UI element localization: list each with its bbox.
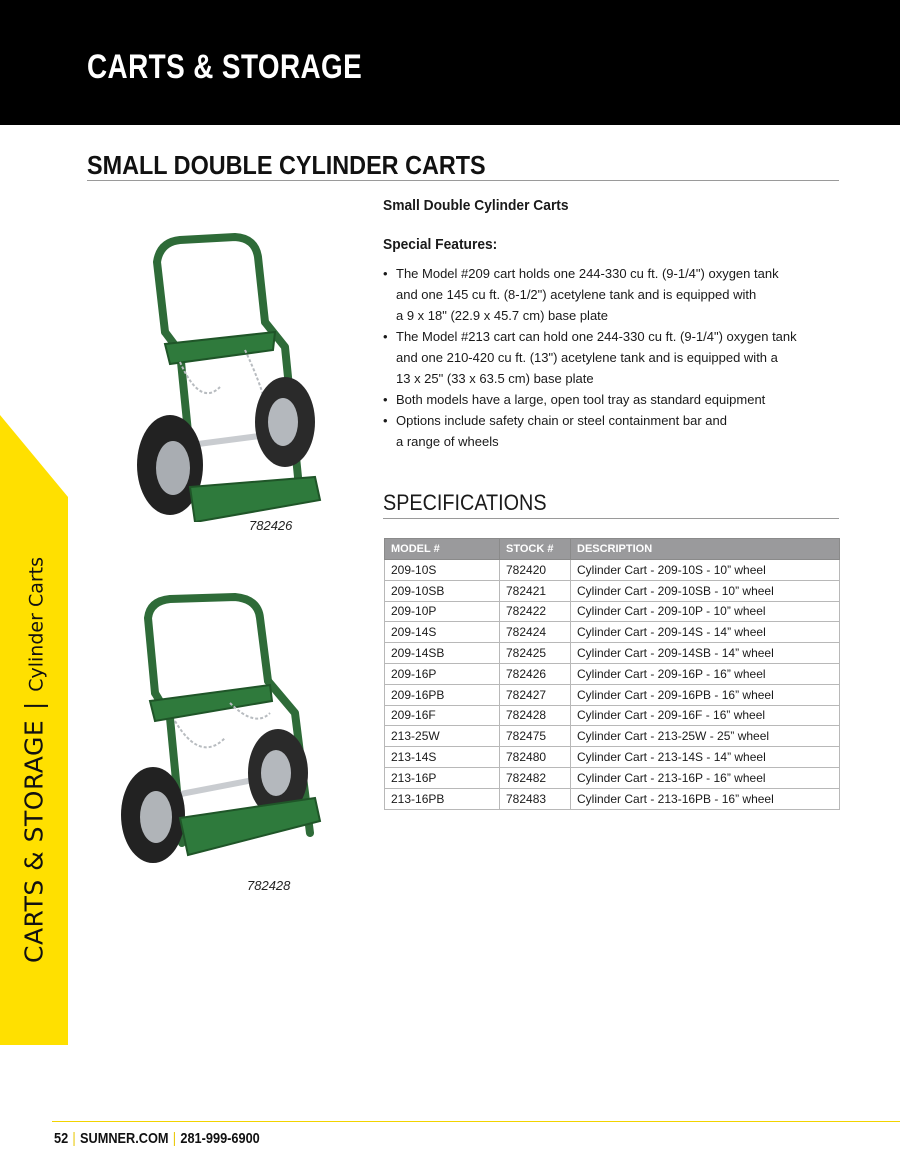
footer-separator: | — [72, 1130, 76, 1147]
model-cell: 209-16P — [385, 663, 500, 684]
specifications-title: SPECIFICATIONS — [383, 490, 547, 515]
description-cell: Cylinder Cart - 213-25W - 25” wheel — [571, 726, 840, 747]
model-cell: 209-10P — [385, 601, 500, 622]
table-row — [385, 705, 840, 726]
footer-separator: | — [172, 1130, 177, 1147]
feature-item: • The Model #209 cart holds one 244-330 cu ft. (9-1/4") oxygen tank and one 145 cu ft. (8-1/2") acetylene tank and is equipped with a 9 x 18" (22.9 x 45.7 cm) base plate — [383, 263, 843, 326]
header-title: CARTS & STORAGE — [87, 48, 363, 86]
stock-cell: 782425 — [500, 643, 571, 664]
stock-cell: 782424 — [500, 622, 571, 643]
table-row — [385, 663, 840, 684]
features-heading: Special Features: — [383, 236, 498, 253]
model-cell: 209-16F — [385, 705, 500, 726]
photo-caption: 782426 — [249, 518, 293, 533]
description-cell: Cylinder Cart - 209-16F - 16” wheel — [571, 705, 840, 726]
model-cell: 209-10SB — [385, 580, 500, 601]
stock-cell: 782480 — [500, 747, 571, 768]
footer — [54, 1130, 260, 1147]
description-cell: Cylinder Cart - 209-16PB - 16” wheel — [571, 684, 840, 705]
side-tab-main: CARTS & STORAGE — [19, 719, 49, 964]
table-row — [385, 767, 840, 788]
model-cell: 213-16PB — [385, 788, 500, 809]
footer-phone: 281-999-6900 — [180, 1130, 260, 1147]
side-tab-label — [20, 557, 49, 963]
stock-cell: 782420 — [500, 560, 571, 581]
stock-cell: 782427 — [500, 684, 571, 705]
table-row — [385, 684, 840, 705]
cart-photo-782428 — [120, 593, 330, 883]
table-row — [385, 560, 840, 581]
column-header-description: DESCRIPTION — [571, 539, 840, 560]
stock-cell: 782482 — [500, 767, 571, 788]
description-cell: Cylinder Cart - 209-10SB - 10” wheel — [571, 580, 840, 601]
side-tab-sub: Cylinder Carts — [25, 556, 48, 692]
feature-item: • Options include safety chain or steel containment bar and a range of wheels — [383, 410, 843, 452]
footer-divider — [52, 1121, 900, 1122]
table-row — [385, 622, 840, 643]
section-title: SMALL DOUBLE CYLINDER CARTS — [87, 150, 486, 180]
section-divider — [87, 180, 839, 181]
table-row — [385, 726, 840, 747]
table-row — [385, 601, 840, 622]
model-cell: 209-14SB — [385, 643, 500, 664]
description-cell: Cylinder Cart - 213-16P - 16” wheel — [571, 767, 840, 788]
cylinder-cart-image — [120, 593, 330, 883]
stock-cell: 782422 — [500, 601, 571, 622]
page-number: 52 — [54, 1130, 69, 1147]
table-row — [385, 643, 840, 664]
specifications-table — [384, 538, 840, 810]
cart-photo-782426 — [125, 232, 325, 522]
model-cell: 213-16P — [385, 767, 500, 788]
features-list — [383, 263, 843, 452]
feature-item: • Both models have a large, open tool tray as standard equipment — [383, 389, 843, 410]
description-cell: Cylinder Cart - 209-14SB - 14” wheel — [571, 643, 840, 664]
description-cell: Cylinder Cart - 209-14S - 14” wheel — [571, 622, 840, 643]
model-cell: 213-14S — [385, 747, 500, 768]
model-cell: 209-14S — [385, 622, 500, 643]
description-cell: Cylinder Cart - 209-10P - 10” wheel — [571, 601, 840, 622]
table-header-row — [385, 539, 840, 560]
footer-site: SUMNER.COM — [80, 1130, 169, 1147]
table-row — [385, 747, 840, 768]
description-cell: Cylinder Cart - 209-16P - 16” wheel — [571, 663, 840, 684]
model-cell: 209-10S — [385, 560, 500, 581]
stock-cell: 782428 — [500, 705, 571, 726]
description-cell: Cylinder Cart - 213-14S - 14” wheel — [571, 747, 840, 768]
description-cell: Cylinder Cart - 213-16PB - 16” wheel — [571, 788, 840, 809]
column-header-stock: STOCK # — [500, 539, 571, 560]
header-band — [0, 0, 900, 125]
table-body — [385, 560, 840, 810]
model-cell: 213-25W — [385, 726, 500, 747]
model-cell: 209-16PB — [385, 684, 500, 705]
cylinder-cart-image — [125, 232, 325, 522]
side-tab-separator: | — [20, 701, 49, 710]
column-header-model: MODEL # — [385, 539, 500, 560]
stock-cell: 782421 — [500, 580, 571, 601]
stock-cell: 782483 — [500, 788, 571, 809]
specifications-divider — [383, 518, 839, 519]
photo-caption: 782428 — [247, 878, 291, 893]
feature-item: • The Model #213 cart can hold one 244-330 cu ft. (9-1/4") oxygen tank and one 210-420 cu ft. (13") acetylene tank and is equipped with a 13 x 25" (33 x 63.5 cm) base plate — [383, 326, 843, 389]
table-row — [385, 580, 840, 601]
stock-cell: 782475 — [500, 726, 571, 747]
table-row — [385, 788, 840, 809]
stock-cell: 782426 — [500, 663, 571, 684]
description-cell: Cylinder Cart - 209-10S - 10” wheel — [571, 560, 840, 581]
product-heading: Small Double Cylinder Carts — [383, 197, 569, 214]
